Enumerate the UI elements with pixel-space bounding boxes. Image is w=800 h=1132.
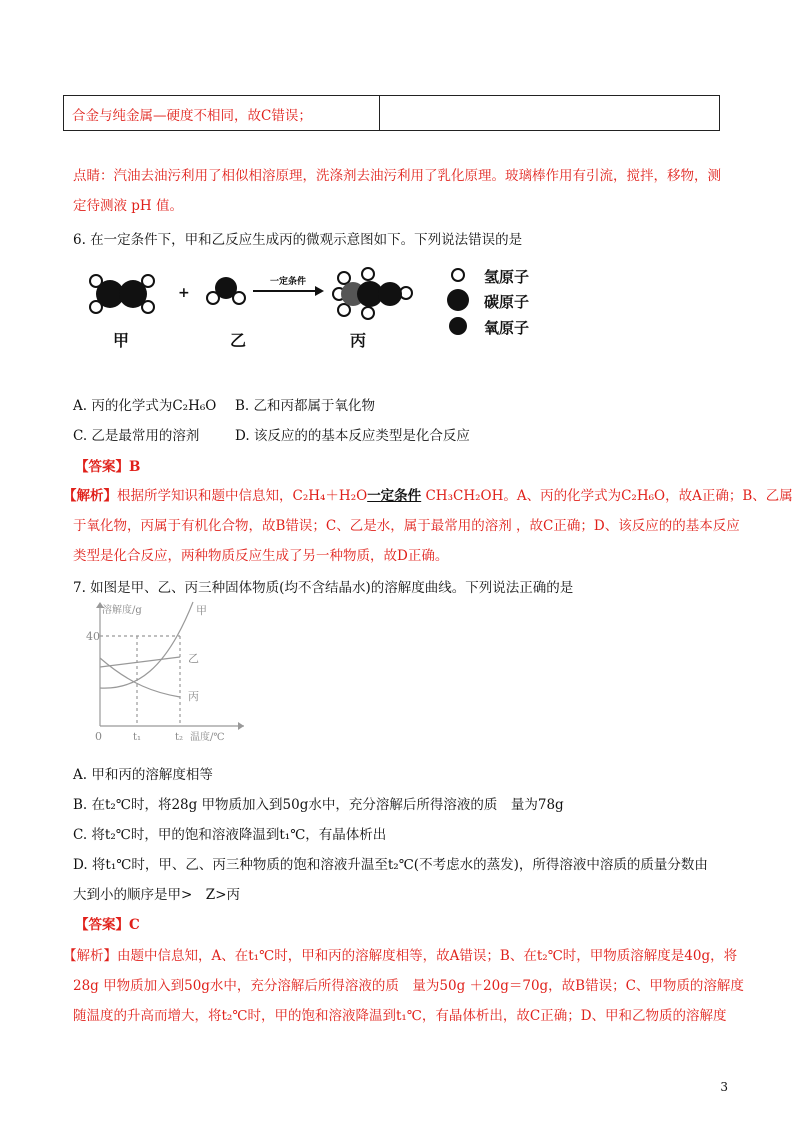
q7-option-d-line-2: 大到小的顺序是甲> Z>丙 [73, 887, 241, 903]
q7-option-d-line-1: D. 将t₁℃时，甲、乙、丙三种物质的饱和溶液升温至t₂℃(不考虑水的蒸发)，所得溶液中溶质的质量分数由 [73, 857, 708, 873]
q6-analysis-l1a: 根据所学知识和题中信息知，C₂H₄＋H₂O [117, 488, 368, 504]
reaction-arrow [253, 275, 324, 296]
oxygen-legend-symbol [449, 317, 467, 335]
q6-analysis-line-1 [63, 484, 793, 504]
molecule-bing [333, 268, 412, 319]
q6-analysis-tag: 【解析】 [63, 488, 117, 504]
q6-option-d: D. 该反应的的基本反应类型是化合反应 [235, 428, 470, 444]
q7-option-c: C. 将t₂℃时，甲的饱和溶液降温到t₁℃，有晶体析出 [73, 827, 387, 843]
table-divider [379, 96, 380, 130]
chart-label-bing: 丙 [188, 690, 199, 703]
molecule-jia [90, 275, 154, 313]
legend-oxygen: 氧原子 [484, 319, 530, 337]
curve-bing [100, 658, 180, 697]
plus-sign: + [178, 285, 190, 301]
tip-line-1: 点睛：汽油去油污利用了相似相溶原理，洗涤剂去油污利用了乳化原理。玻璃棒作用有引流，搅拌，移物，测 [73, 168, 721, 184]
q7-option-a: A. 甲和丙的溶解度相等 [73, 767, 213, 783]
q6-option-a: A. 丙的化学式为C₂H₆O [73, 398, 217, 414]
atom-legend [447, 269, 469, 335]
solubility-chart [86, 600, 252, 745]
chart-label-jia: 甲 [196, 604, 207, 617]
curve-yi [100, 657, 180, 667]
page-number: 3 [720, 1080, 728, 1094]
chart-t1: t₁ [133, 732, 142, 743]
q7-analysis-line-2: 28g 甲物质加入到50g水中，充分溶解后所得溶液的质 量为50g ＋20g＝70g，故B错误；C、甲物质的溶解度 [73, 978, 744, 994]
q6-analysis-line-3: 类型是化合反应，两种物质反应生成了另一种物质，故D正确。 [73, 548, 449, 564]
q6-analysis-condition: 一定条件 [367, 488, 422, 504]
q7-option-b: B. 在t₂℃时，将28g 甲物质加入到50g水中，充分溶解后所得溶液的质 量为78g [73, 797, 564, 813]
q6-option-c: C. 乙是最常用的溶剂 [73, 428, 200, 444]
table-cell-left: 合金与纯金属—硬度不相同，故C错误； [72, 108, 312, 124]
reaction-condition: 一定条件 [270, 277, 307, 287]
label-bing: 丙 [350, 331, 367, 350]
hydrogen-legend-symbol [452, 269, 464, 281]
legend-carbon: 碳原子 [484, 293, 530, 311]
answer-table [63, 95, 720, 131]
q7-stem: 7. 如图是甲、乙、丙三种固体物质(均不含结晶水)的溶解度曲线。下列说法正确的是 [73, 580, 574, 596]
q7-analysis-line-3: 随温度的升高而增大，将t₂℃时，甲的饱和溶液降温到t₁℃，有晶体析出，故C正确；D、甲和乙物质的溶解度 [73, 1008, 727, 1024]
chart-y40: 40 [86, 630, 100, 643]
chart-t2: t₂ [175, 732, 184, 743]
molecule-yi [207, 277, 245, 304]
chart-xlabel: 温度/℃ [190, 732, 225, 743]
chart-label-yi: 乙 [188, 652, 199, 665]
q6-answer: 【答案】B [75, 459, 141, 475]
q7-analysis-line-1: 【解析】由题中信息知，A、在t₁℃时，甲和丙的溶解度相等，故A错误；B、在t₂℃时，甲物质溶解度是40g，将 [63, 948, 738, 964]
label-jia: 甲 [113, 331, 130, 350]
chart-origin: 0 [95, 730, 102, 743]
carbon-legend-symbol [447, 289, 469, 311]
q6-option-b: B. 乙和丙都属于氧化物 [235, 398, 376, 414]
q6-analysis-line-2: 于氧化物，丙属于有机化合物，故B错误；C、乙是水，属于最常用的溶剂 ，故C正确；D、该反应的的基本反应 [73, 518, 740, 534]
q7-answer: 【答案】C [75, 917, 140, 933]
legend-hydrogen: 氢原子 [484, 268, 530, 286]
label-yi: 乙 [230, 331, 247, 350]
q6-analysis-l1b: CH₃CH₂OH。A、丙的化学式为C₂H₆O，故A正确；B、乙属 [421, 488, 793, 504]
tip-line-2: 定待测液 pH 值。 [73, 198, 183, 214]
q6-stem: 6. 在一定条件下，甲和乙反应生成丙的微观示意图如下。下列说法错误的是 [73, 232, 523, 248]
chart-ylabel: 溶解度/g [102, 605, 142, 616]
